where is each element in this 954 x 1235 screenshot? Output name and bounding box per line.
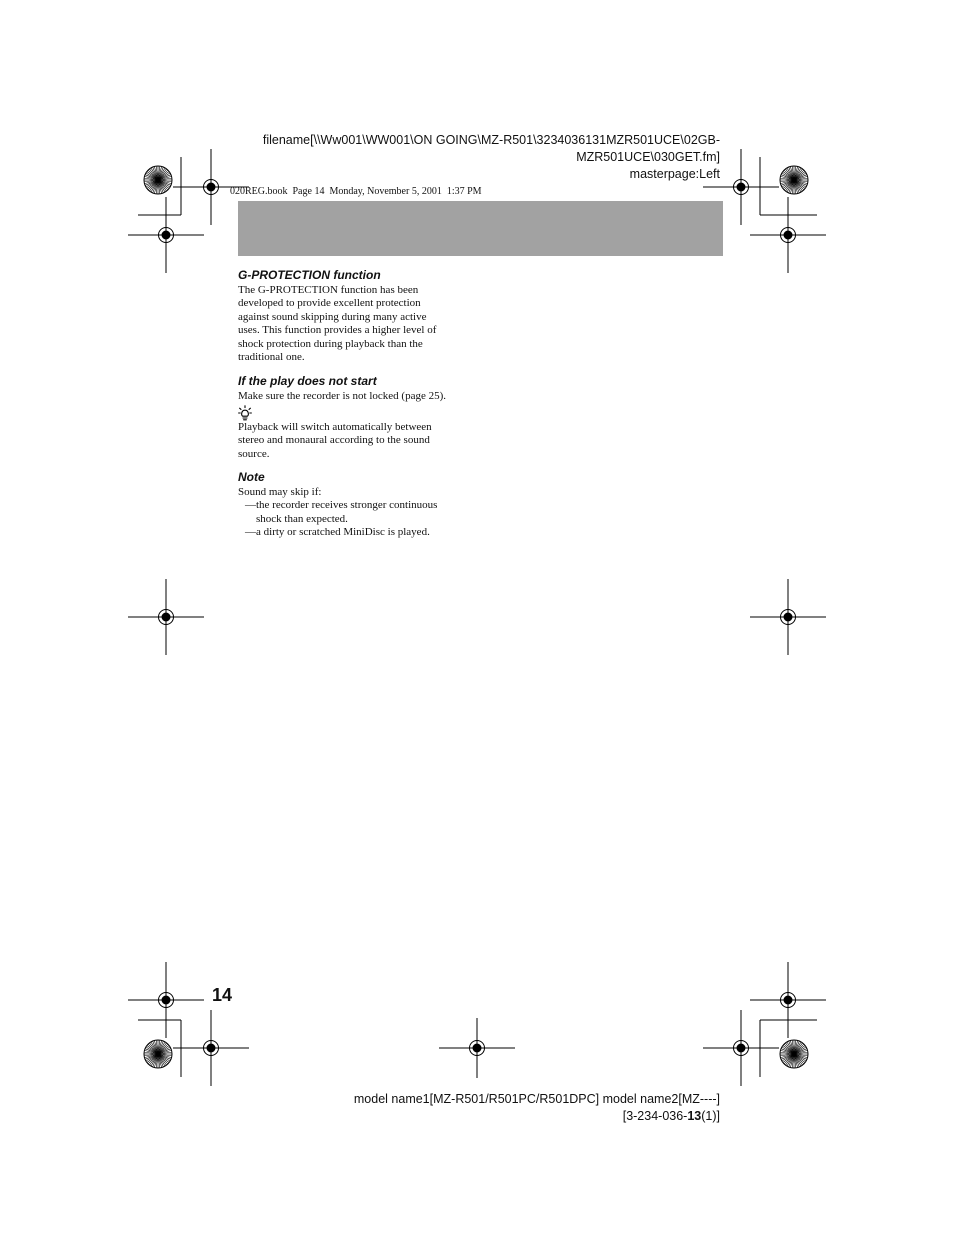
note-item-2: —a dirty or scratched MiniDisc is played. — [245, 526, 430, 539]
color-target — [144, 166, 172, 194]
registration-mark — [159, 993, 174, 1008]
g-protection-title: G-PROTECTION function — [238, 268, 381, 282]
color-target — [144, 1040, 172, 1068]
filename-header — [263, 132, 720, 166]
chapter-header-band — [238, 201, 723, 256]
main-content — [238, 268, 462, 540]
book-line: 020REG.book Page 14 Monday, November 5, 2001 1:37 PM — [230, 186, 482, 197]
registration-mark — [204, 180, 219, 195]
filename-line-2: MZR501UCE\030GET.fm] — [576, 150, 720, 164]
play-not-start-body: Make sure the recorder is not locked (page 25). — [238, 390, 447, 403]
color-target — [780, 166, 808, 194]
note-title: Note — [238, 470, 265, 485]
registration-mark — [781, 610, 796, 625]
document-code: [3-234-036-13(1)] — [622, 1109, 720, 1123]
filename-line-1: filename[\\Ww001\WW001\ON GOING\MZ-R501\3234036131MZR501UCE\02GB- — [262, 133, 720, 147]
play-not-start-title: If the play does not start — [238, 374, 377, 389]
registration-mark — [470, 1041, 485, 1056]
tip-body: Playback will switch automatically between stereo and monaural according to the sound source. — [238, 420, 432, 460]
note-intro: Sound may skip if: — [238, 486, 322, 499]
registration-mark — [159, 610, 174, 625]
g-protection-body: The G-PROTECTION function has been developed to provide excellent protection against sound skipping during many active uses. This function provides a higher level of shock protection during playback than the traditional one. — [238, 284, 437, 364]
registration-mark — [204, 1041, 219, 1056]
masterpage-label: masterpage:Left — [629, 167, 720, 181]
lightbulb-icon — [238, 405, 252, 421]
page-number: 14 — [212, 985, 233, 1005]
registration-mark — [734, 1041, 749, 1056]
color-target — [780, 1040, 808, 1068]
registration-mark — [781, 228, 796, 243]
registration-mark — [781, 993, 796, 1008]
note-item-1: —the recorder receives stronger continuous shock than expected. — [245, 499, 438, 525]
model-line: model name1[MZ-R501/R501PC/R501DPC] model name2[MZ----] — [353, 1092, 720, 1106]
registration-mark — [734, 180, 749, 195]
registration-mark — [159, 228, 174, 243]
